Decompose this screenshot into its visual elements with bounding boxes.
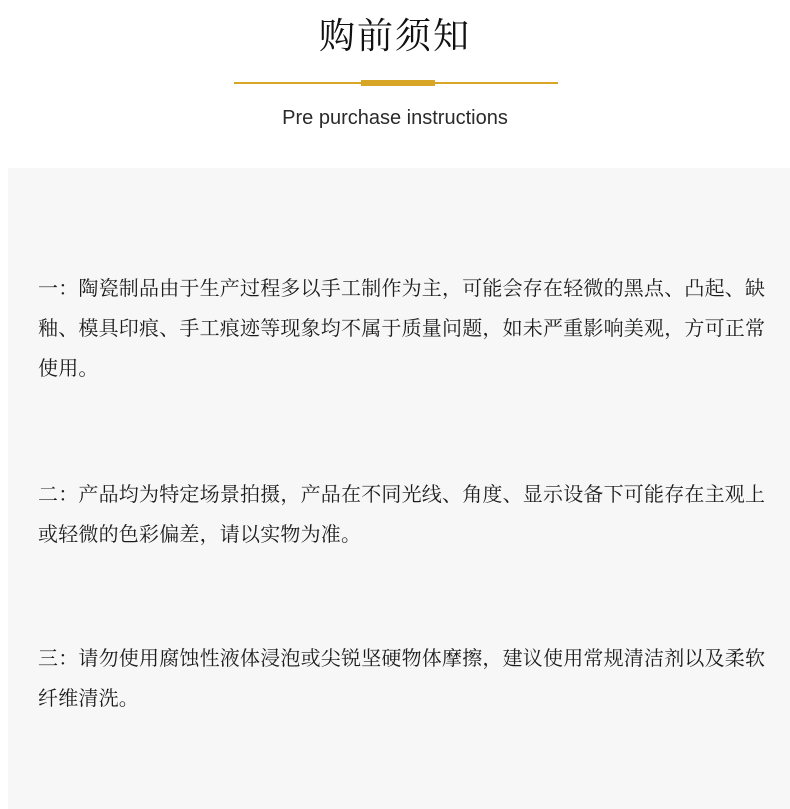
instructions-panel <box>8 168 790 809</box>
instruction-item-2: 二：产品均为特定场景拍摄，产品在不同光线、角度、显示设备下可能存在主观上或轻微的色彩偏差，请以实物为准。 <box>38 482 766 546</box>
page-title: 购前须知 <box>318 16 471 57</box>
title-divider-accent <box>361 80 435 86</box>
instruction-item-1: 一：陶瓷制品由于生产过程多以手工制作为主，可能会存在轻微的黑点、凸起、缺釉、模具印痕、手工痕迹等现象均不属于质量问题，如未严重影响美观，方可正常使用。 <box>38 276 766 380</box>
header <box>0 0 790 160</box>
instruction-item-3: 三：请勿使用腐蚀性液体浸泡或尖锐坚硬物体摩擦，建议使用常规清洁剂以及柔软纤维清洗。 <box>38 646 766 710</box>
page-subtitle: Pre purchase instructions <box>282 107 508 129</box>
